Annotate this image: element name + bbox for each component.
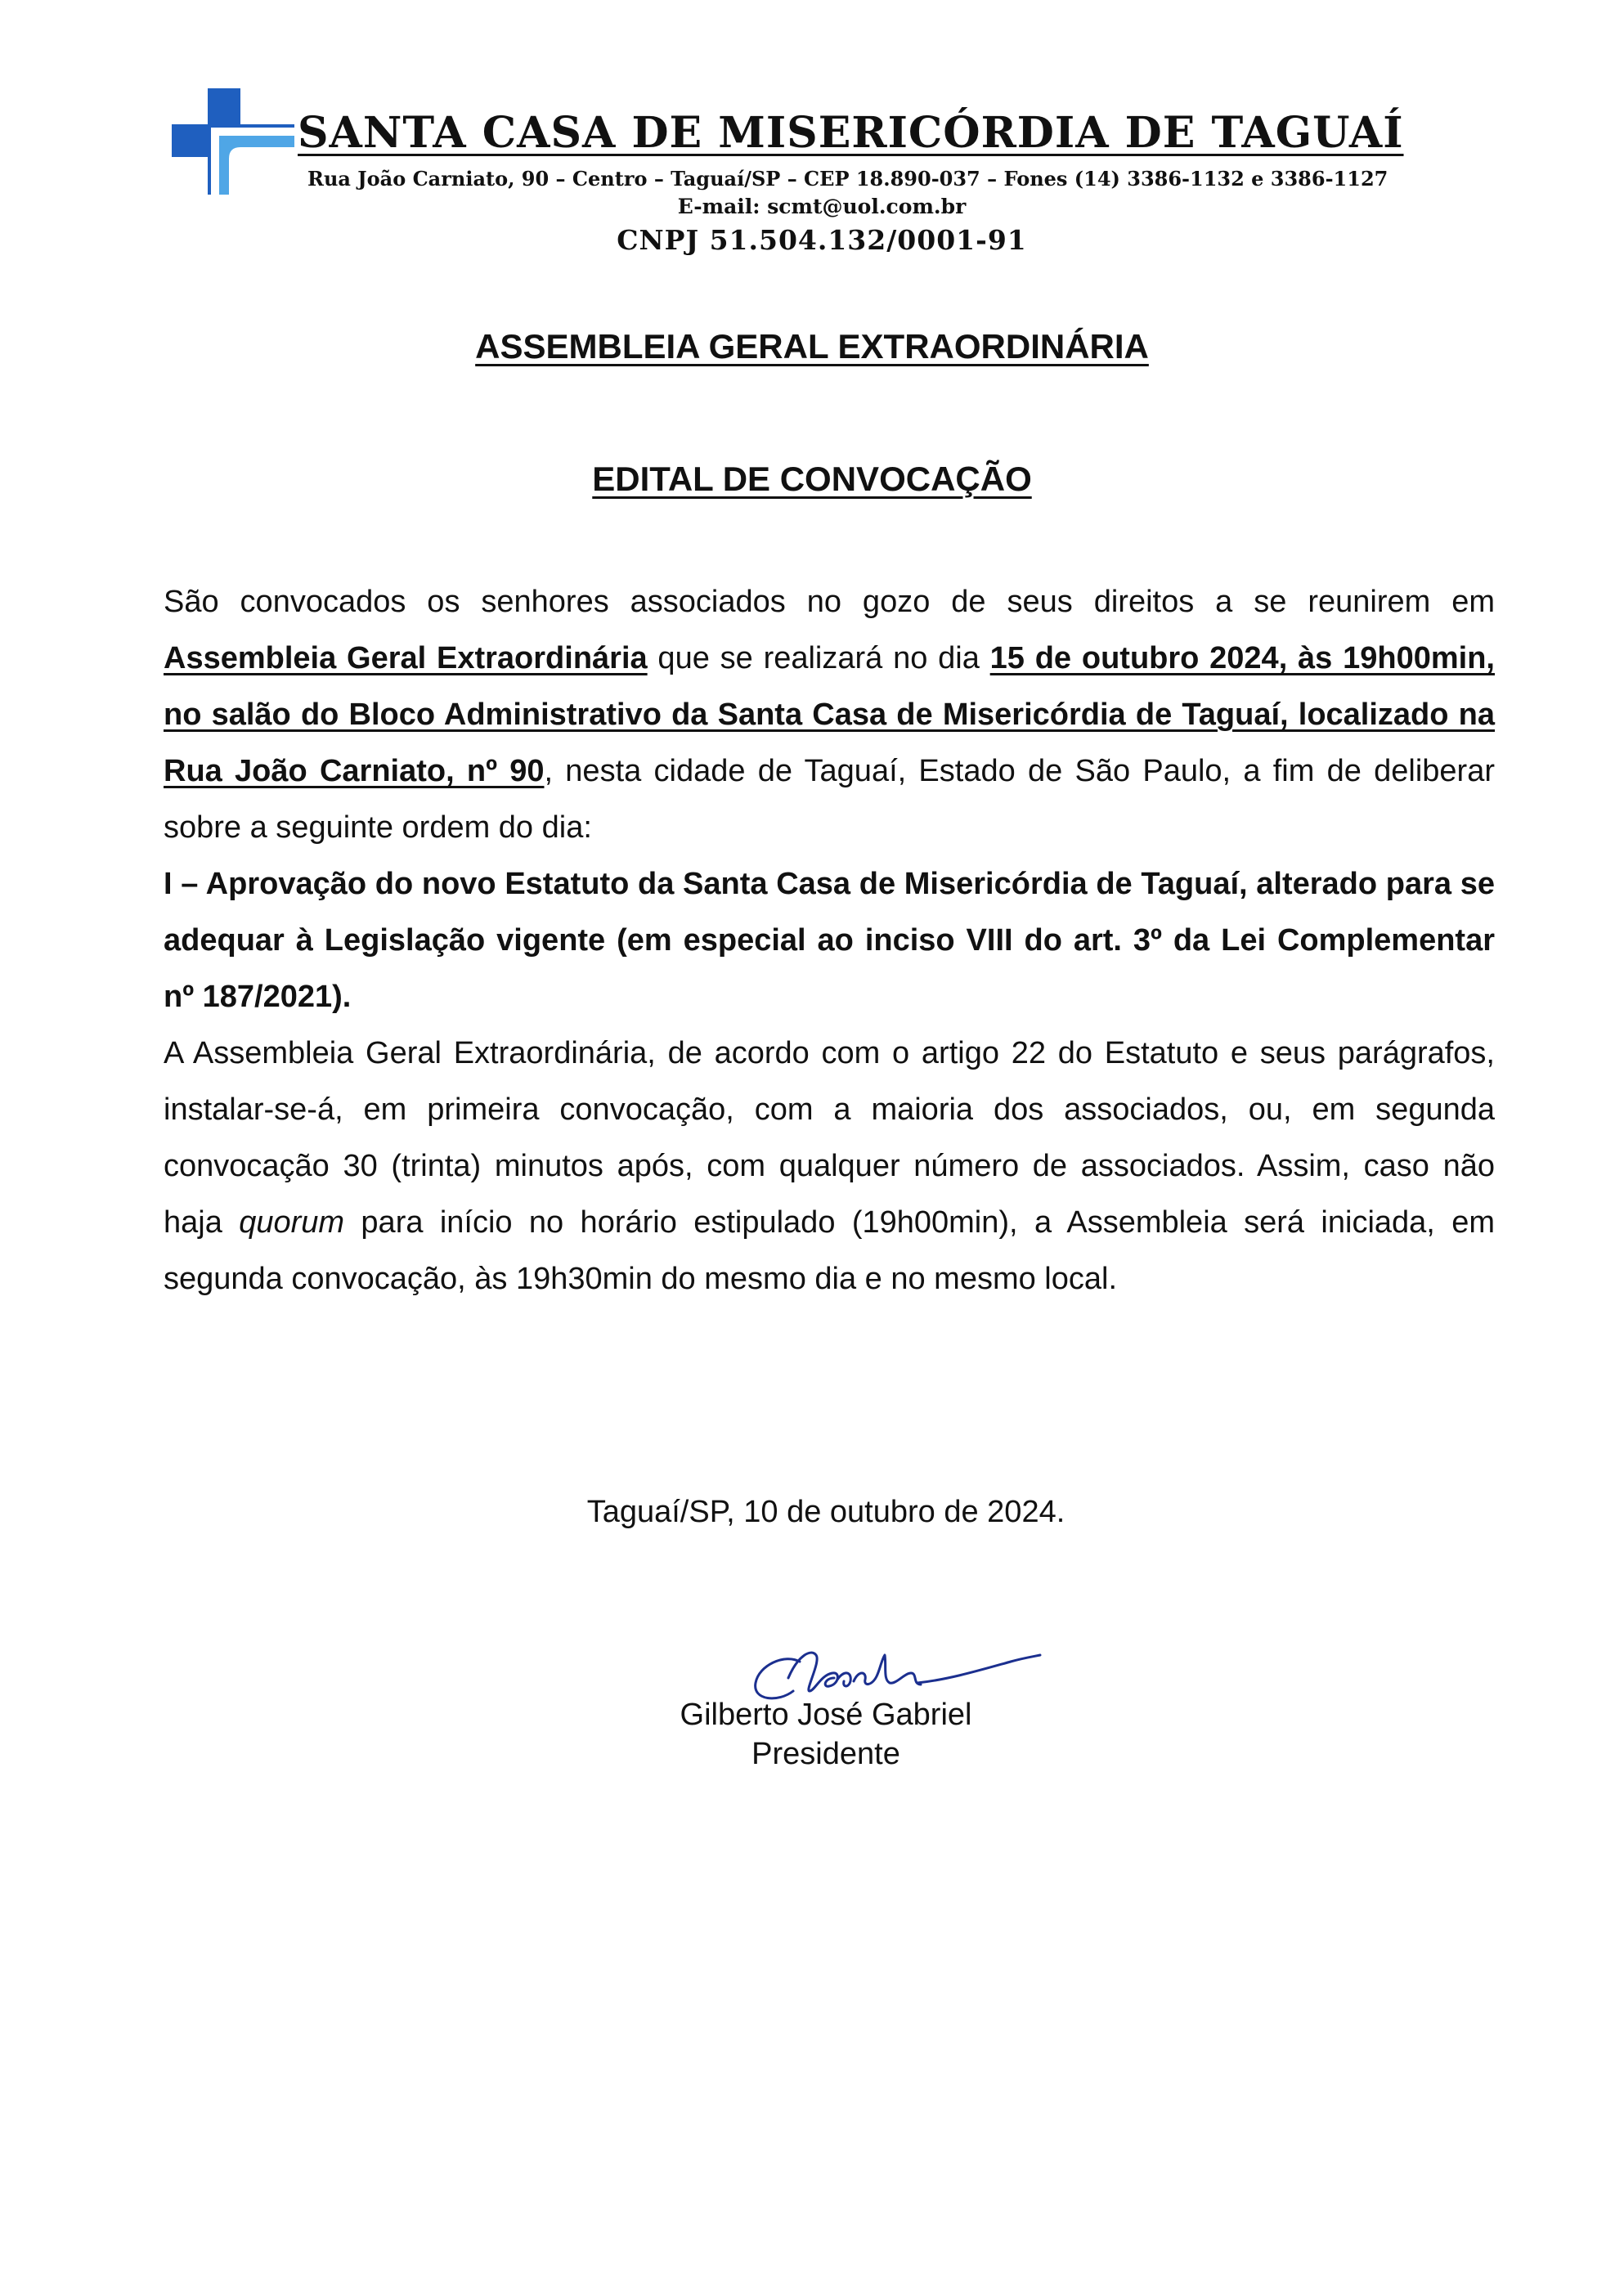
organization-address: Rua João Carniato, 90 – Centro – Taguaí/SP – CEP 18.890-037 – Fones (14) 3386-1132 e 3386-1127	[307, 167, 1388, 191]
organization-email: E-mail: scmt@uol.com.br	[677, 195, 967, 218]
document-title: ASSEMBLEIA GERAL EXTRAORDINÁRIA	[475, 327, 1149, 366]
quorum-text-2: para início no horário estipulado (19h00min), a Assembleia será iniciada, em segunda convocação, às 19h30min do mesmo dia e no mesmo local.	[164, 1205, 1495, 1296]
document-body	[164, 574, 1495, 1308]
blue-cross-logo-icon	[172, 88, 294, 195]
quorum-text-1: A Assembleia Geral Extraordinária, de acordo com o artigo 22 do Estatuto e seus parágrafos, instalar-se-á, em primeira convocação, com a maioria dos associados, ou, em segunda convocação 30 (trinta) minutos após, com qualquer número de associados. Assim, caso não haja	[164, 1036, 1495, 1240]
date-location-highlight: 15 de outubro 2024, às 19h00min, no salão do Bloco Administrativo da Santa Casa de Misericórdia de Taguaí, localizado na Rua João Carniato, nº 90	[164, 641, 1495, 788]
quorum-paragraph	[164, 1025, 1495, 1308]
document-subtitle: EDITAL DE CONVOCAÇÃO	[592, 460, 1032, 498]
convocation-text-2: que se realizará no dia	[647, 641, 990, 675]
letterhead	[172, 88, 1496, 268]
convocation-text-3: , nesta cidade de Taguaí, Estado de São Paulo, a fim de deliberar sobre a seguinte ordem do dia:	[164, 754, 1495, 845]
organization-cnpj: CNPJ 51.504.132/0001-91	[617, 224, 1027, 256]
signer-name: Gilberto José Gabriel	[680, 1698, 972, 1732]
convocation-paragraph	[164, 574, 1495, 856]
assembly-name-highlight: Assembleia Geral Extraordinária	[164, 641, 648, 675]
document-date: Taguaí/SP, 10 de outubro de 2024.	[586, 1495, 1065, 1529]
organization-name: SANTA CASA DE MISERICÓRDIA DE TAGUAÍ	[298, 108, 1404, 158]
signer-role: Presidente	[751, 1737, 900, 1771]
agenda-item: I – Aprovação do novo Estatuto da Santa Casa de Misericórdia de Taguaí, alterado para se adequar à Legislação vigente (em especial ao inciso VIII do art. 3º da Lei Complementar nº 187/2021).	[164, 867, 1495, 1014]
convocation-text-1: São convocados os senhores associados no gozo de seus direitos a se reunirem em	[164, 585, 1495, 619]
quorum-term: quorum	[239, 1205, 345, 1240]
